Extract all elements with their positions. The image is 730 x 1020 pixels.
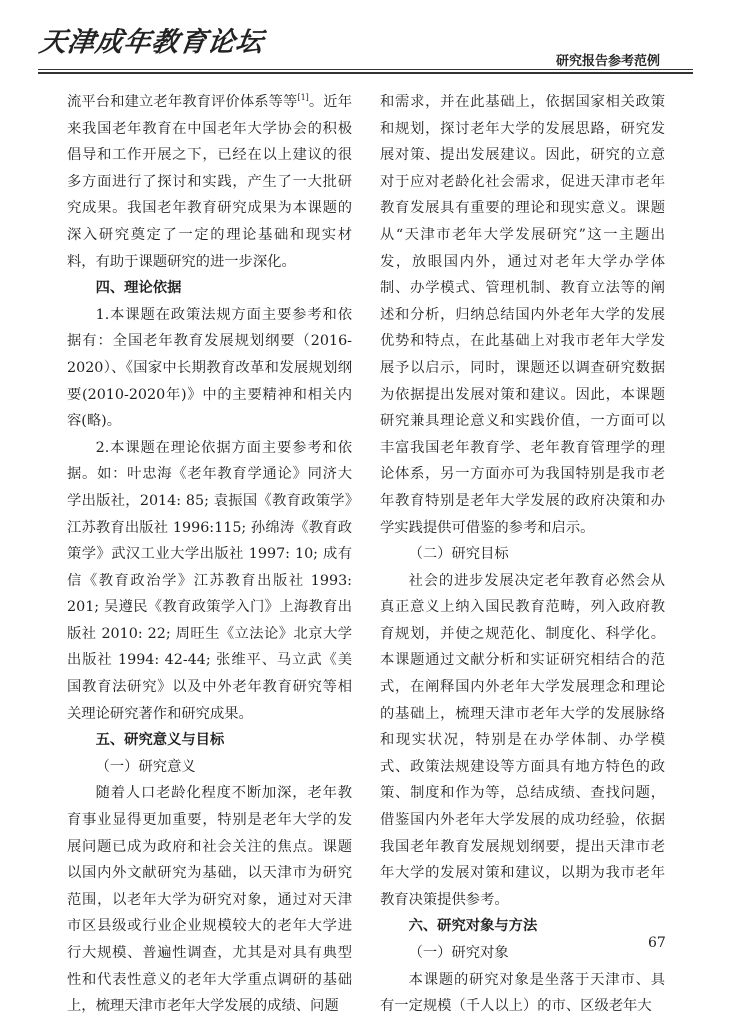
paragraph-text: 流平台和建立老年教育评价体系等等 [67, 94, 298, 110]
paragraph-goals: 社会的进步发展决定老年教育必然会从真正意义上纳入国民教育范畴，列入政府教育规划，并使之规范化、制度化、科学化。本课题通过文献分析和实证研究相结合的范式，在阐释国内外老年大学发展理念和理论的基础上，梳理天津市老年大学的发展脉络和现实状况，特别是在办学体制、办学模式、政策法规建设等方面具有地方特色的政策、制度和作为等，总结成绩、查找问题，借鉴国内外老年大学发展的成功经验，依据我国老年教育发展规划纲要，提出天津市老年大学的发展对策和建议，以期为我市老年教育决策提供参考。 [380, 572, 665, 908]
page-number: 67 [648, 935, 666, 951]
paragraph-significance: 随着人口老龄化程度不断加深，老年教育事业显得更加重要，特别是老年大学的发展问题已成为政府和社会关注的焦点。课题以国内外文献研究为基础，以天津市为研究范围，以老年大学为研究对象，通过对天津市区县级或行业企业规模较大的老年大学进行大规模、普遍性调查，尤其是对具有典型性和代表性意义的老年大学重点调研的基础上，梳理天津市老年大学发展的成绩、问题 [67, 785, 352, 1015]
subsection-heading-significance: （一）研究意义 [95, 758, 196, 775]
paragraph-subjects: 本课题的研究对象是坐落于天津市、具有一定规模（千人以上）的市、区级老年大 [380, 971, 665, 1015]
paragraph-continued [67, 89, 352, 275]
page-header [0, 0, 730, 78]
citation-ref: [1] [297, 93, 309, 103]
right-column [380, 89, 665, 1020]
left-column [67, 89, 352, 1020]
paragraph-significance-cont: 和需求，并在此基础上，依据国家相关政策和规划，探讨老年大学的发展思路，研究发展对策、提出发展建议。因此，研究的立意对于应对老龄化社会需求，促进天津市老年教育发展具有重要的理论和现实意义。课题从“天津市老年大学发展研究”这一主题出发，放眼国内外，通过对老年大学办学体制、办学模式、管理机制、教育立法等的阐述和分析，归纳总结国内外老年大学的发展优势和特点，在此基础上对我市老年大学发展予以启示，同时，课题还以调查研究数据为依据提出发展对策和建议。因此，本课题研究兼具理论意义和实践价值，一方面可以丰富我国老年教育学、老年教育管理学的理论体系，另一方面亦可为我国特别是我市老年教育特别是老年大学发展的政府决策和办学实践提供可借鉴的参考和启示。 [380, 94, 665, 536]
section-heading-4: 四、理论依据 [95, 280, 182, 297]
paragraph-text: 。近年来我国老年教育在中国老年大学协会的积极倡导和工作开展之下，已经在以上建议的很多方面进行了探讨和实践，产生了一大批研究成果。我国老年教育研究成果为本课题的深入研究奠定了一定的理论基础和现实材料，有助于课题研究的进一步深化。 [67, 94, 353, 270]
section-heading-6: 六、研究对象与方法 [408, 918, 538, 935]
paragraph-theory-basis: 2.本课题在理论依据方面主要参考和依据。如：叶忠海《老年教育学通论》同济大学出版社，2014: 85; 袁振国《教育政策学》江苏教育出版社 1996:115; 孙绵涛《教育政策学》武汉工业大学出版社 1997: 10; 成有信《教育政治学》江苏教育出版社 1993: 201; 吴遵民《教育政策学入门》上海教育出版社 2010: 22; 周旺生《立法论》北京大学出版社 1994: 42-44; 张维平、马立武《美国教育法研究》以及中外老年教育研究等相关理论研究著作和研究成果。 [67, 439, 352, 722]
paragraph-policy-basis: 1.本课题在政策法规方面主要参考和依据有：全国老年教育发展规划纲要（2016-2020）、《国家中长期教育改革和发展规划纲要(2010-2020年)》中的主要精神和相关内容(略)。 [67, 306, 352, 430]
subsection-heading-subjects: （一）研究对象 [408, 945, 509, 961]
journal-logo: 天津成年教育论坛 [37, 27, 266, 58]
header-divider-thick [38, 72, 693, 74]
section-title: 研究报告参考范例 [555, 54, 660, 69]
section-heading-5: 五、研究意义与目标 [95, 732, 225, 749]
subsection-heading-goals: （二）研究目标 [408, 546, 509, 563]
header-divider-thin [38, 69, 693, 70]
